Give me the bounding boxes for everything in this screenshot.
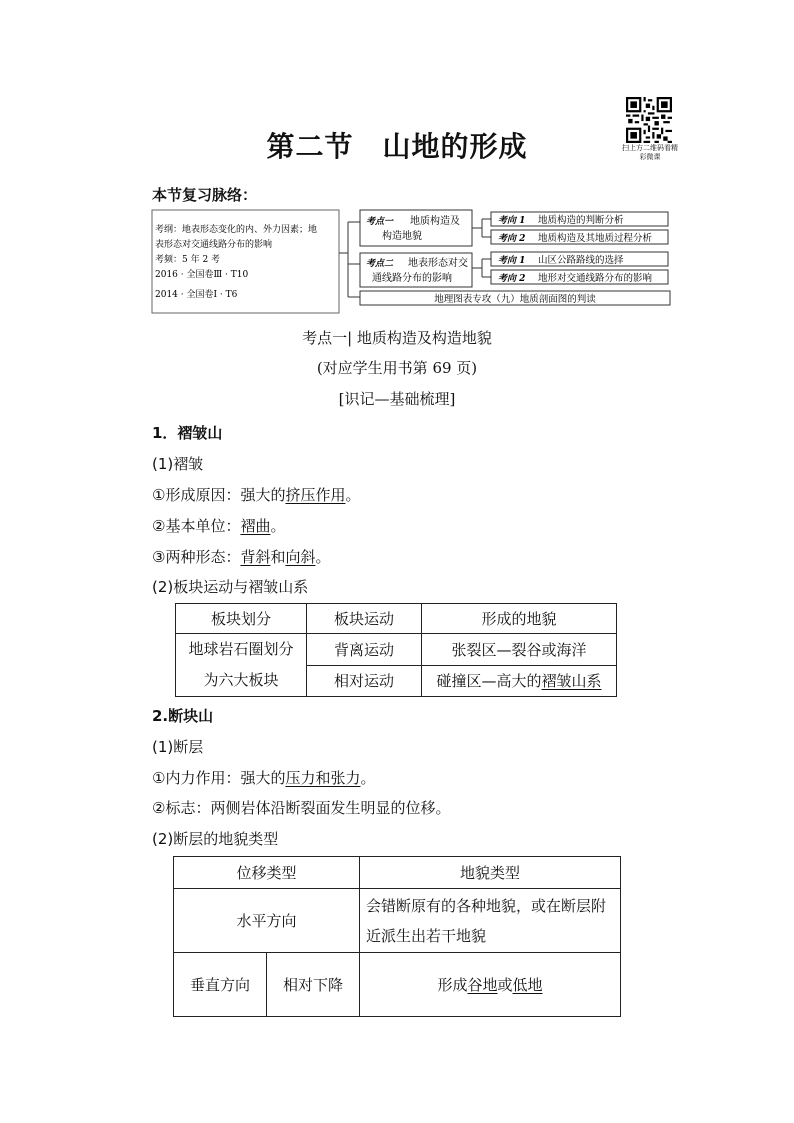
section2-sub1: (1)断层: [152, 738, 204, 756]
outline-point2-label: 考点二: [366, 259, 394, 269]
outline-direction1-text: 地质构造的判断分析: [538, 215, 624, 226]
outline-direction4-label: 考向 2: [498, 274, 526, 284]
outline-left-line1: 考纲：地表形态变化的内、外力因素；地: [155, 225, 318, 235]
section1-item3: ③两种形态：背斜和向斜。: [152, 548, 331, 566]
outline-direction2-label: 考向 2: [498, 234, 526, 244]
fault-table: [173, 856, 621, 1017]
outline-point1-box: [360, 210, 472, 246]
table-cell: 垂直方向: [174, 953, 267, 1017]
section1-item1: ①形成原因：强大的挤压作用。: [152, 486, 361, 504]
outline-point2-text2: 通线路分布的影响: [372, 273, 452, 284]
plate-table: [175, 603, 617, 697]
outline-direction1-label: 考向 1: [498, 216, 526, 226]
outline-direction4-text: 地形对交通线路分布的影响: [538, 273, 653, 284]
outline-direction1-box: [491, 212, 668, 226]
outline-special-box: [360, 291, 670, 305]
table-header: 地貌类型: [360, 857, 621, 889]
table-cell: 碰撞区—高大的褶皱山系: [422, 665, 617, 697]
section1-item2: ②基本单位：褶曲。: [152, 517, 286, 535]
outline-direction3-label: 考向 1: [498, 256, 526, 266]
kp-reference: (对应学生用书第 69 页): [316, 359, 478, 377]
outline-direction3-text: 山区公路路线的选择: [538, 255, 624, 266]
outline-special-text: 地理图表专攻（九）地质剖面图的判读: [434, 294, 596, 305]
outline-direction2-text: 地质构造及其地质过程分析: [538, 233, 653, 244]
page-title: 第二节 山地的形成: [266, 130, 528, 163]
answer-underline: 压力和张力: [285, 769, 361, 787]
table-header: 板块划分: [176, 604, 307, 634]
table-cell: 张裂区—裂谷或海洋: [422, 634, 617, 666]
outline-point1-text1: 地质构造及: [410, 216, 460, 227]
answer-underline: 褶曲: [240, 517, 271, 535]
outline-left-line4: 2016 · 全国卷Ⅲ · T10: [155, 270, 249, 280]
answer-underline: 低地: [512, 976, 543, 994]
review-outline-diagram: [150, 208, 674, 316]
table-cell: 背离运动: [307, 634, 422, 666]
outline-point1-label: 考点一: [366, 217, 394, 227]
section2-item1: ①内力作用：强大的压力和张力。: [152, 769, 376, 787]
table-cell: 会错断原有的各种地貌，或在断层附近派生出若干地貌: [360, 889, 621, 953]
section1-sub1: (1)褶皱: [152, 455, 204, 473]
outline-left-line3: 考频：5 年 2 考: [155, 255, 221, 265]
outline-direction2-box: [491, 230, 668, 244]
answer-underline: 褶皱山系: [541, 672, 602, 691]
outline-left-line2: 表形态对交通线路分布的影响: [155, 240, 273, 250]
table-cell: 相对运动: [307, 665, 422, 697]
table-header: 位移类型: [174, 857, 360, 889]
table-cell: 相对下降: [267, 953, 360, 1017]
section2-heading: 2.断块山: [152, 707, 214, 725]
answer-underline: 谷地: [467, 976, 498, 994]
outline-point1-text2: 构造地貌: [382, 231, 422, 242]
outline-point2-box: [360, 253, 472, 287]
answer-underline: 挤压作用: [285, 486, 346, 504]
table-header: 形成的地貌: [422, 604, 617, 634]
table-cell: 形成谷地或低地: [360, 953, 621, 1017]
outline-left-line5: 2014 · 全国卷Ⅰ · T6: [155, 290, 238, 300]
outline-direction4-box: [491, 270, 668, 284]
table-cell: 水平方向: [174, 889, 360, 953]
outline-direction3-box: [491, 252, 668, 266]
table-cell: 地球岩石圈划分为六大板块: [176, 634, 307, 697]
qr-code-icon[interactable]: [626, 97, 672, 143]
section2-item2: ②标志：两侧岩体沿断裂面发生明显的位移。: [152, 799, 451, 817]
qr-caption: 扫上方二维码看精彩微课: [622, 144, 678, 161]
section2-sub2: (2)断层的地貌类型: [152, 830, 279, 848]
kp-heading: 考点一| 地质构造及构造地貌: [302, 329, 492, 347]
answer-underline: 背斜: [240, 548, 271, 566]
table-header: 板块运动: [307, 604, 422, 634]
outline-point2-text1: 地表形态对交: [408, 258, 468, 269]
answer-underline: 向斜: [285, 548, 316, 566]
section1-sub2: (2)板块运动与褶皱山系: [152, 578, 309, 596]
kp-tag: [识记—基础梳理]: [338, 390, 456, 408]
review-heading: 本节复习脉络：: [152, 186, 258, 204]
section1-heading: 1．褶皱山: [152, 424, 223, 442]
